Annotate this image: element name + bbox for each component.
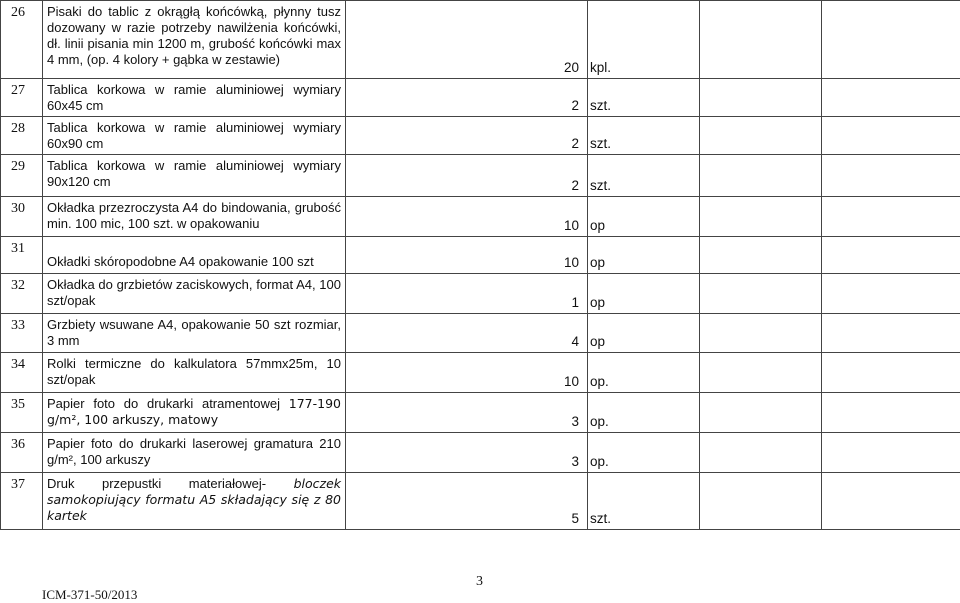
row-unit: szt. xyxy=(588,117,700,155)
row-unit: op. xyxy=(588,393,700,433)
row-description: Rolki termiczne do kalkulatora 57mmx25m, 10 szt/opak xyxy=(43,353,346,393)
document-reference: ICM-371-50/2013 xyxy=(42,587,137,603)
row-quantity: 3 xyxy=(346,393,588,433)
row-description: Grzbiety wsuwane A4, opakowanie 50 szt rozmiar, 3 mm xyxy=(43,314,346,353)
row-unit: op. xyxy=(588,353,700,393)
row-quantity: 20 xyxy=(346,1,588,79)
row-number: 30 xyxy=(1,197,43,237)
empty-cell xyxy=(822,314,960,353)
row-number: 31 xyxy=(1,237,43,274)
row-description: Papier foto do drukarki laserowej gramatura 210 g/m², 100 arkuszy xyxy=(43,433,346,473)
empty-cell xyxy=(700,117,822,155)
row-description-part: 177-190 g/m², 100 arkuszy, matowy xyxy=(47,396,341,427)
table-row xyxy=(1,314,960,353)
row-description: Okładki skóropodobne A4 opakowanie 100 szt xyxy=(43,237,346,274)
empty-cell xyxy=(700,1,822,79)
table-row xyxy=(1,274,960,314)
table-row xyxy=(1,79,960,117)
row-unit: szt. xyxy=(588,79,700,117)
row-number: 26 xyxy=(1,1,43,79)
row-number: 27 xyxy=(1,79,43,117)
row-quantity: 2 xyxy=(346,117,588,155)
row-unit: op xyxy=(588,237,700,274)
row-quantity: 2 xyxy=(346,79,588,117)
row-description: Okładka do grzbietów zaciskowych, format A4, 100 szt/opak xyxy=(43,274,346,314)
table-row xyxy=(1,1,960,79)
row-description-part: Druk przepustki materiałowej- xyxy=(47,476,294,491)
empty-cell xyxy=(822,117,960,155)
row-description: Tablica korkowa w ramie aluminiowej wymiary 60x90 cm xyxy=(43,117,346,155)
row-number: 29 xyxy=(1,155,43,197)
empty-cell xyxy=(822,155,960,197)
row-quantity: 1 xyxy=(346,274,588,314)
row-number: 33 xyxy=(1,314,43,353)
row-quantity: 10 xyxy=(346,353,588,393)
empty-cell xyxy=(700,353,822,393)
row-description-part: bloczek samokopiujący formatu A5 składający się z 80 kartek xyxy=(47,476,341,523)
row-description xyxy=(43,393,346,433)
row-quantity: 2 xyxy=(346,155,588,197)
table-row xyxy=(1,353,960,393)
empty-cell xyxy=(822,274,960,314)
row-description: Tablica korkowa w ramie aluminiowej wymiary 90x120 cm xyxy=(43,155,346,197)
empty-cell xyxy=(822,79,960,117)
row-quantity: 3 xyxy=(346,433,588,473)
row-description: Tablica korkowa w ramie aluminiowej wymiary 60x45 cm xyxy=(43,79,346,117)
empty-cell xyxy=(822,353,960,393)
table-row xyxy=(1,473,960,530)
empty-cell xyxy=(700,473,822,530)
table-row xyxy=(1,237,960,274)
empty-cell xyxy=(700,237,822,274)
row-quantity: 10 xyxy=(346,237,588,274)
row-number: 37 xyxy=(1,473,43,530)
table-row xyxy=(1,433,960,473)
empty-cell xyxy=(700,79,822,117)
row-number: 36 xyxy=(1,433,43,473)
row-description xyxy=(43,473,346,530)
empty-cell xyxy=(822,197,960,237)
empty-cell xyxy=(822,237,960,274)
table-row xyxy=(1,155,960,197)
row-number: 34 xyxy=(1,353,43,393)
row-quantity: 4 xyxy=(346,314,588,353)
row-description-part: Papier foto do drukarki atramentowej xyxy=(47,396,289,411)
empty-cell xyxy=(700,433,822,473)
row-quantity: 5 xyxy=(346,473,588,530)
row-number: 28 xyxy=(1,117,43,155)
empty-cell xyxy=(822,433,960,473)
empty-cell xyxy=(700,155,822,197)
empty-cell xyxy=(822,1,960,79)
row-unit: kpl. xyxy=(588,1,700,79)
empty-cell xyxy=(822,473,960,530)
empty-cell xyxy=(700,274,822,314)
row-quantity: 10 xyxy=(346,197,588,237)
empty-cell xyxy=(700,314,822,353)
empty-cell xyxy=(700,393,822,433)
empty-cell xyxy=(700,197,822,237)
table-row xyxy=(1,197,960,237)
row-number: 35 xyxy=(1,393,43,433)
row-unit: op xyxy=(588,197,700,237)
row-unit: szt. xyxy=(588,155,700,197)
page-number: 3 xyxy=(476,574,483,590)
row-unit: op. xyxy=(588,433,700,473)
row-unit: op xyxy=(588,274,700,314)
table-row xyxy=(1,393,960,433)
row-description: Pisaki do tablic z okrągłą końcówką, płynny tusz dozowany w razie potrzeby nawilżenia końcówki, dł. linii pisania min 1200 m, grubość końcówki max 4 mm, (op. 4 kolory + gąbka w zestawie) xyxy=(43,1,346,79)
row-unit: op xyxy=(588,314,700,353)
table-row xyxy=(1,117,960,155)
row-unit: szt. xyxy=(588,473,700,530)
row-number: 32 xyxy=(1,274,43,314)
row-description: Okładka przezroczysta A4 do bindowania, grubość min. 100 mic, 100 szt. w opakowaniu xyxy=(43,197,346,237)
empty-cell xyxy=(822,393,960,433)
